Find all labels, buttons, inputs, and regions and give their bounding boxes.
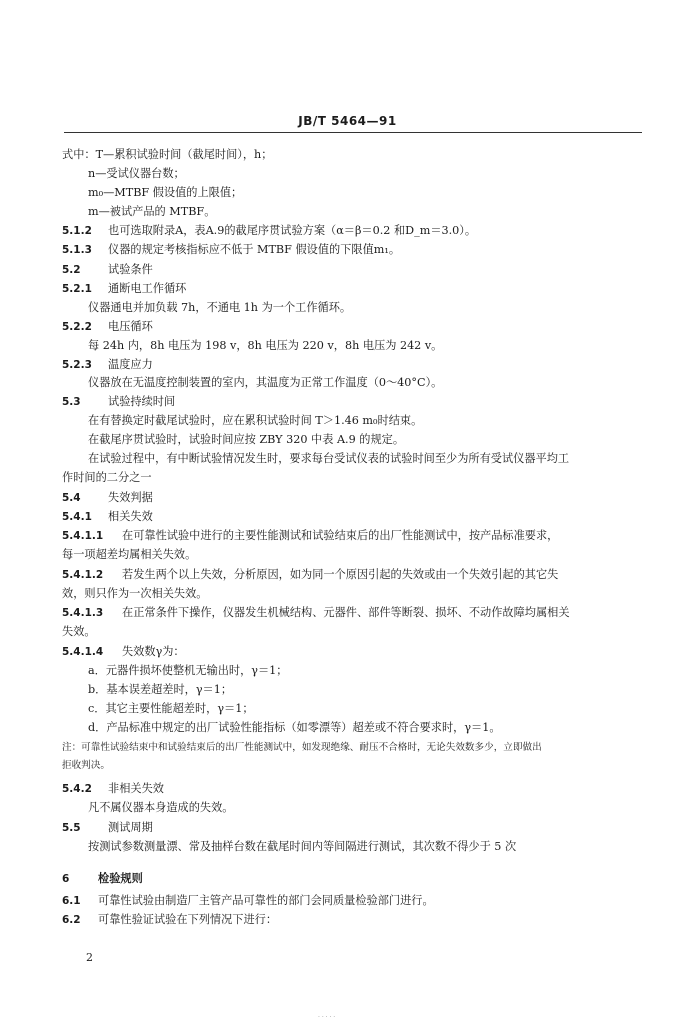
body-text: 在试验过程中，有中断试验情况发生时，要求每台受试仪表的试验时间至少为所有受试仪器平均工 xyxy=(88,452,570,465)
clause-number: 5.4.1.3 xyxy=(62,607,104,619)
clause-number: 5.1.3 xyxy=(62,244,92,256)
clause-5-4 xyxy=(62,491,153,505)
clause-number: 5.3 xyxy=(62,396,81,408)
clause-number: 5.2 xyxy=(62,264,81,276)
clause-5-1-2 xyxy=(62,224,476,238)
clause-text: 非相关失效 xyxy=(108,782,164,795)
clause-6-1 xyxy=(62,894,434,908)
clause-text: 若发生两个以上失效，分析原因，如为同一个原因引起的失效或由一个失效引起的其它失 xyxy=(122,568,559,581)
clause-number: 5.2.2 xyxy=(62,321,92,333)
clause-number: 5.4.1.2 xyxy=(62,569,104,581)
section-title: 检验规则 xyxy=(98,872,143,885)
clause-number: 5.4.1.1 xyxy=(62,530,104,542)
clause-text: 失效判据 xyxy=(108,491,153,504)
body-text: 每 24h 内，8h 电压为 198 v，8h 电压为 220 v，8h 电压为 242 v。 xyxy=(88,339,443,352)
clause-text: 也可选取附录A，表A.9的截尾序贯试验方案（α＝β＝0.2 和D_m＝3.0）。 xyxy=(108,224,477,237)
clause-5-1-3 xyxy=(62,243,400,257)
clause-number: 5.2.1 xyxy=(62,283,92,295)
clause-5-4-2 xyxy=(62,782,164,796)
clause-number: 5.4.1 xyxy=(62,511,92,523)
clause-5-5 xyxy=(62,821,153,835)
clause-text: 通断电工作循环 xyxy=(108,282,187,295)
list-item-d: d．产品标准中规定的出厂试验性能指标（如零漂等）超差或不符合要求时，γ＝1。 xyxy=(88,721,501,734)
body-text: 每一项超差均属相关失效。 xyxy=(62,548,197,561)
clause-5-2-3 xyxy=(62,358,153,372)
standard-number-header: JB/T 5464—91 xyxy=(298,114,397,128)
clause-text: 温度应力 xyxy=(108,358,153,371)
section-6 xyxy=(62,872,143,886)
clause-text: 在可靠性试验中进行的主要性能测试和试验结束后的出厂性能测试中，按产品标准要求， xyxy=(122,529,559,542)
clause-text: 相关失效 xyxy=(108,510,153,523)
clause-5-3 xyxy=(62,395,175,409)
clause-number: 5.2.3 xyxy=(62,359,92,371)
clause-number: 5.1.2 xyxy=(62,225,92,237)
clause-5-2-2 xyxy=(62,320,153,334)
body-text: 效，则只作为一次相关失效。 xyxy=(62,587,208,600)
body-text: 仪器通电并加负载 7h，不通电 1h 为一个工作循环。 xyxy=(88,301,352,314)
clause-5-4-1-3 xyxy=(62,606,570,620)
formula-explanation-n: n—受试仪器台数； xyxy=(88,167,185,180)
clause-number: 5.4 xyxy=(62,492,81,504)
clause-number: 5.5 xyxy=(62,822,81,834)
formula-explanation-m0: m₀—MTBF 假设值的上限值； xyxy=(88,186,243,199)
page-number: 2 xyxy=(86,951,93,964)
list-item-a: a．元器件损坏使整机无输出时，γ＝1； xyxy=(88,664,288,677)
clause-text: 可靠性试验由制造厂主管产品可靠性的部门会同质量检验部门进行。 xyxy=(98,894,434,907)
scan-artifact: · · · · · xyxy=(318,1014,336,1021)
clause-5-4-1 xyxy=(62,510,153,524)
clause-text: 电压循环 xyxy=(108,320,153,333)
body-text: 按测试参数测量漂、常及抽样台数在截尾时间内等间隔进行测试，其次数不得少于 5 次 xyxy=(88,840,517,853)
body-text: 凡不属仪器本身造成的失效。 xyxy=(88,801,234,814)
note-text: 注：可靠性试验结束中和试验结束后的出厂性能测试中，如发现绝缘、耐压不合格时，无论失效数多少，立即做出 xyxy=(62,742,542,753)
clause-5-4-1-2 xyxy=(62,568,558,582)
clause-6-2 xyxy=(62,913,277,927)
body-text: 作时间的二分之一 xyxy=(62,471,152,484)
clause-text: 可靠性验证试验在下列情况下进行： xyxy=(98,913,278,926)
clause-text: 在正常条件下操作，仪器发生机械结构、元器件、部件等断裂、损坏、不动作故障均属相关 xyxy=(122,606,570,619)
clause-5-2 xyxy=(62,263,153,277)
clause-text: 仪器的规定考核指标应不低于 MTBF 假设值的下限值m₁。 xyxy=(108,243,401,256)
list-item-c: c．其它主要性能超差时，γ＝1； xyxy=(88,702,254,715)
clause-5-4-1-1 xyxy=(62,529,558,543)
body-text: 失效。 xyxy=(62,625,96,638)
clause-number: 6.2 xyxy=(62,914,81,926)
clause-number: 5.4.1.4 xyxy=(62,646,104,658)
clause-5-4-1-4 xyxy=(62,645,185,659)
formula-explanation-t: 式中：T—累积试验时间（截尾时间），h； xyxy=(62,148,273,161)
header-rule xyxy=(64,132,642,133)
section-number: 6 xyxy=(62,873,70,885)
body-text: 在有替换定时截尾试验时，应在累积试验时间 T＞1.46 m₀时结束。 xyxy=(88,414,423,427)
clause-text: 试验持续时间 xyxy=(108,395,176,408)
clause-text: 试验条件 xyxy=(108,263,153,276)
note-text-continued: 拒收判决。 xyxy=(62,760,110,771)
clause-text: 测试周期 xyxy=(108,821,153,834)
list-item-b: b．基本误差超差时，γ＝1； xyxy=(88,683,233,696)
body-text: 仪器放在无温度控制装置的室内，其温度为正常工作温度（0～40°C）。 xyxy=(88,376,443,389)
formula-explanation-m: m—被试产品的 MTBF。 xyxy=(88,205,216,218)
clause-number: 5.4.2 xyxy=(62,783,92,795)
clause-text: 失效数γ为： xyxy=(122,645,185,658)
body-text: 在截尾序贯试验时，试验时间应按 ZBY 320 中表 A.9 的规定。 xyxy=(88,433,405,446)
clause-number: 6.1 xyxy=(62,895,81,907)
clause-5-2-1 xyxy=(62,282,186,296)
